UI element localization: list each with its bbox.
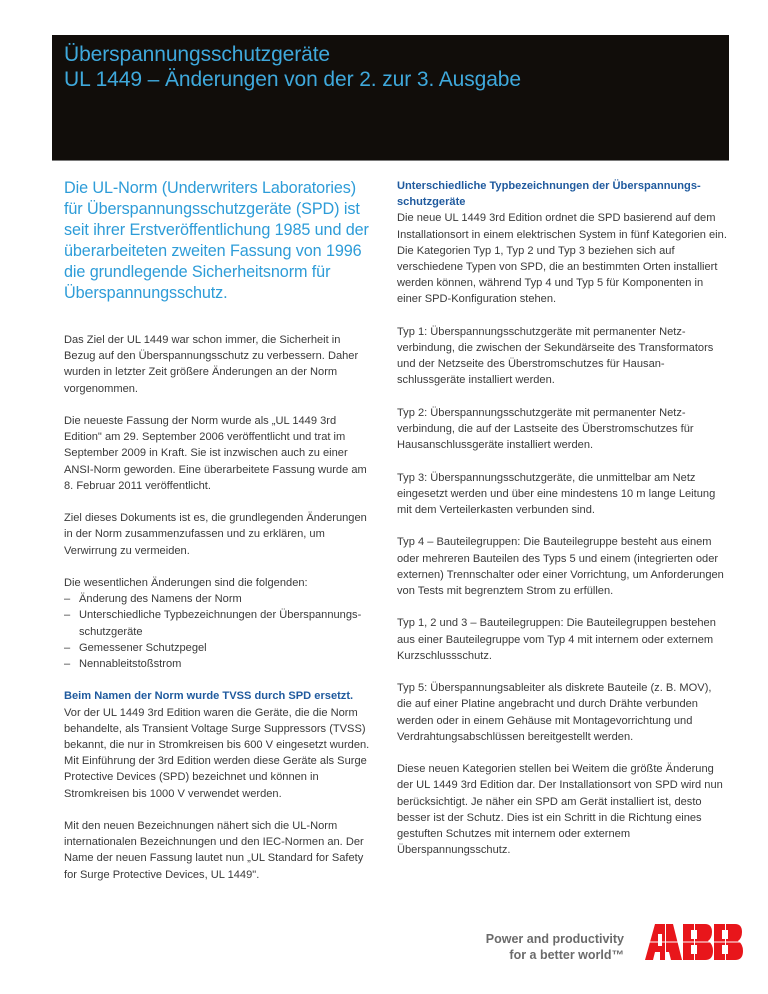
title-banner xyxy=(52,35,729,161)
document-title xyxy=(64,42,521,92)
naming-paragraph: Mit den neuen Bezeichnungen nähert sich die UL-Norm internationalen Bezeichnungen und den IEC-Normen an. Der Name der neuen Fassung lautet nun „UL Standard for Safety for Surge Protective Devices, UL 1449". xyxy=(64,820,364,881)
lead-paragraph: Die UL-Norm (Underwriters Laboratories) für Überspannungsschutzgeräte (SPD) ist seit ihrer Erstveröffentlichung 1985 und der überarbeiteten zweiten Fassung von 1996 die grundlegende Sicherheitsnorm für Überspannungsschutz. xyxy=(64,179,369,302)
list-item: – Nennableitstoßstrom xyxy=(64,656,374,672)
abb-logo-icon xyxy=(645,924,743,965)
footer-slogan xyxy=(470,931,624,963)
slogan-line-1: Power and productivity xyxy=(485,932,624,946)
left-column xyxy=(64,178,374,883)
section-heading-type-designations: Unterschiedliche Typbezeichnungen der Überspannungsschutzgeräte xyxy=(397,180,701,209)
type-5-paragraph: Typ 5: Überspannungsableiter als diskrete Bauteile (z. B. MOV), die auf einer Platine angebracht und durch Drähte verbunden werden oder in einem Gehäuse mit Montagevorrichtung und Verdrahtungsabschlüssen bereitgestellt werden. xyxy=(397,682,712,743)
changes-list xyxy=(64,591,374,672)
title-line-2: UL 1449 – Änderungen von der 2. zur 3. Ausgabe xyxy=(64,68,521,91)
conclusion-paragraph: Diese neuen Kategorien stellen bei Weitem die größte Änderung der UL 1449 3rd Edition dar. Der Installationsort von SPD wird nun berücksichtigt. Je näher ein SPD am Gerät installiert ist, desto besser ist der Schutz. Dies ist ein Schritt in die Richtung eines gestuften Schutzes mit internem oder externem Überspannungsschutz. xyxy=(397,763,723,857)
list-item: – Gemessener Schutzpegel xyxy=(64,640,374,656)
list-item: – Änderung des Namens der Norm xyxy=(64,591,374,607)
section-heading-name-change: Beim Namen der Norm wurde TVSS durch SPD ersetzt. xyxy=(64,690,354,703)
types-intro-paragraph: Die neue UL 1449 3rd Edition ordnet die SPD basierend auf dem Installationsort in einem elektrischen System in fünf Kategorien ein. Die Kategorien Typ 1, Typ 2 und Typ 3 beziehen sich auf verschiedene Typen von SPD, die an bestimmten Orten installiert werden können, während Typ 4 und Typ 5 für Komponenten in einer SPD-Konfiguration stehen. xyxy=(397,212,727,306)
purpose-paragraph: Ziel dieses Dokuments ist es, die grundlegenden Änderungen in der Norm zusammenzufassen und zu erklären, um Verwirrung zu vermeiden. xyxy=(64,512,367,557)
type-1-paragraph: Typ 1: Überspannungsschutzgeräte mit permanenter Netzverbindung, die zwischen der Sekundärseite des Transformators und der Netzseite des Überstromschutzes für Hausanschlussgeräte installiert werden. xyxy=(397,325,714,387)
type-123-paragraph: Typ 1, 2 und 3 – Bauteilegruppen: Die Bauteilegruppen bestehen aus einer Bauteilegruppe vom Typ 4 mit internem oder externem Kurzschlussschutz. xyxy=(397,617,716,662)
slogan-line-2: for a better world™ xyxy=(509,948,624,962)
type-2-paragraph: Typ 2: Überspannungsschutzgeräte mit permanenter Netzverbindung, die auf der Lastseite des Überstromschutzes für Hausanschlussgeräte installiert werden. xyxy=(397,406,694,452)
list-item: – Unterschiedliche Typbezeichnungen der Überspannungsschutzgeräte xyxy=(64,607,374,639)
right-column xyxy=(397,178,727,858)
type-3-paragraph: Typ 3: Überspannungsschutzgeräte, die unmittelbar am Netz eingesetzt werden und über eine mindestens 10 m lange Leitung mit dem Verteilerkasten verbunden sind. xyxy=(397,471,716,517)
title-line-1: Überspannungsschutzgeräte xyxy=(64,43,331,66)
tvss-paragraph: Vor der UL 1449 3rd Edition waren die Geräte, die die Norm behandelte, als Transient Voltage Surge Suppressors (TVSS) bekannt, die nur in Stromkreisen bis 600 V eingesetzt wurden. Mit Einführung der 3rd Edition werden diese Geräte als Surge Protective Devices (SPD) bezeichnet und können in Stromkreisen bis 1000 V verwendet werden. xyxy=(64,706,370,800)
intro-paragraph: Das Ziel der UL 1449 war schon immer, die Sicherheit in Bezug auf den Überspannungsschutz zu verbessern. Daher wurden in letzter Zeit größere Änderungen an der Norm vorgenommen. xyxy=(64,334,359,395)
changes-list-intro: Die wesentlichen Änderungen sind die folgenden: xyxy=(64,577,308,589)
type-4-paragraph: Typ 4 – Bauteilegruppen: Die Bauteilegruppe besteht aus einem oder mehreren Bauteilen des Typs 5 und einem (integrierten oder externen) Trennschalter oder einer Vorrichtung, um Anforderungen von Tests mit begrenztem Strom zu erfüllen. xyxy=(397,536,724,598)
edition-paragraph: Die neueste Fassung der Norm wurde als „UL 1449 3rd Edition" am 29. September 2006 veröffentlicht und trat im September 2009 in Kraft. Sie ist inzwischen auch zu einer ANSI-Norm geworden. Eine überarbeitete Fassung wurde am 8. Februar 2011 veröffentlicht. xyxy=(64,415,367,492)
